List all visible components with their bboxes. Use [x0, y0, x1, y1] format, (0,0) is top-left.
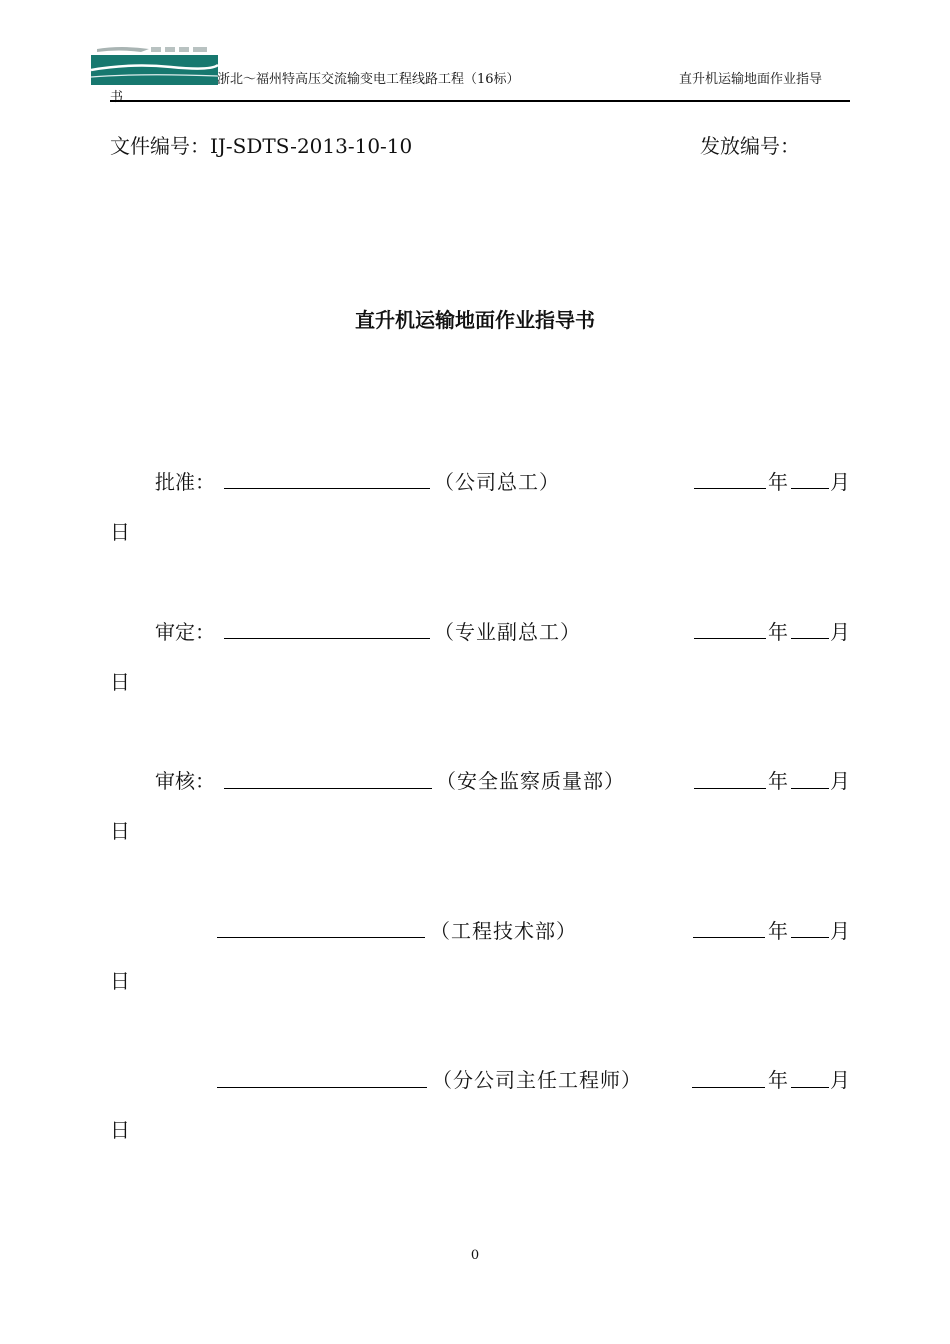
month-blank[interactable] [791, 488, 829, 489]
year-label: 年 [768, 1068, 788, 1092]
day-label: 日 [110, 969, 130, 993]
signature-line[interactable] [224, 638, 430, 639]
month-blank[interactable] [791, 1087, 829, 1088]
signature-line[interactable] [224, 488, 430, 489]
year-blank[interactable] [693, 937, 765, 938]
signature-line[interactable] [217, 937, 425, 938]
year-label: 年 [768, 919, 788, 943]
year-blank[interactable] [694, 638, 766, 639]
month-blank[interactable] [791, 788, 829, 789]
year-label: 年 [768, 769, 788, 793]
day-label: 日 [110, 520, 130, 544]
signoff-role: （公司总工） [434, 470, 560, 494]
signoff-role: （安全监察质量部） [436, 769, 625, 793]
signoff-role: （分公司主任工程师） [432, 1068, 642, 1092]
signoff-label: 审核： [155, 769, 215, 793]
signoff-label: 批准： [155, 470, 215, 494]
year-blank[interactable] [692, 1087, 765, 1088]
year-blank[interactable] [694, 488, 766, 489]
signoff-role: （专业副总工） [434, 620, 581, 644]
signature-line[interactable] [217, 1087, 427, 1088]
month-label: 月 [830, 1068, 850, 1092]
issue-number: 发放编号： [700, 134, 800, 158]
month-blank[interactable] [791, 638, 829, 639]
month-blank[interactable] [791, 937, 829, 938]
document-title: 直升机运输地面作业指导书 [355, 308, 595, 332]
header-project-name: 浙北～福州特高压交流输变电工程线路工程（16标） [217, 72, 520, 87]
day-label: 日 [110, 670, 130, 694]
day-label: 日 [110, 1118, 130, 1142]
month-label: 月 [830, 620, 850, 644]
year-label: 年 [768, 470, 788, 494]
header-document-title: 直升机运输地面作业指导 [679, 72, 823, 87]
month-label: 月 [830, 470, 850, 494]
header-document-title-wrap: 书 [110, 90, 124, 105]
month-label: 月 [830, 919, 850, 943]
year-label: 年 [768, 620, 788, 644]
year-blank[interactable] [694, 788, 766, 789]
file-number: 文件编号：IJ-SDTS-2013-10-10 [110, 134, 413, 158]
day-label: 日 [110, 819, 130, 843]
header-rule [110, 100, 850, 102]
signoff-label: 审定： [155, 620, 215, 644]
month-label: 月 [830, 769, 850, 793]
signature-line[interactable] [224, 788, 432, 789]
page-number: 0 [470, 1248, 480, 1263]
signoff-role: （工程技术部） [430, 919, 577, 943]
company-logo [91, 43, 218, 87]
